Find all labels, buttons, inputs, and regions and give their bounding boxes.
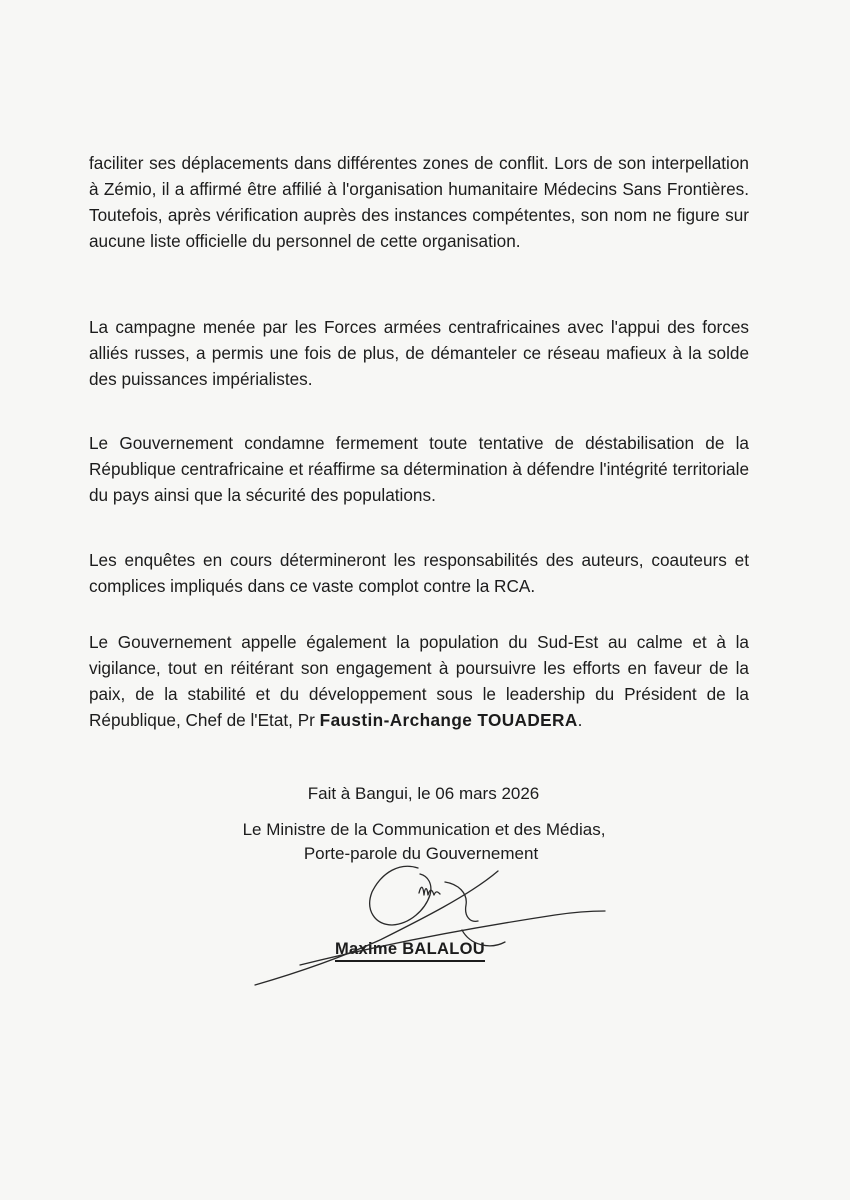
paragraph-suffix: . [577, 710, 583, 730]
signatory-title [0, 818, 850, 866]
paragraph-text: La campagne menée par les Forces armées centrafricaines avec l'appui des forces alliés russes, a permis une fois de plus, de démanteler ce réseau mafieux à la solde des puissances impérialistes. [89, 317, 749, 389]
paragraph-text: Le Gouvernement condamne fermement toute tentative de déstabilisation de la République centrafricaine et réaffirme sa détermination à défendre l'intégrité territoriale du pays ainsi que la sécurité des populations. [89, 433, 749, 505]
signatory-title-line2: Porte-parole du Gouvernement [303, 844, 539, 863]
signer-name: Maxime BALALOU [335, 940, 485, 962]
paragraph-campaign [89, 314, 749, 392]
paragraph-investigations [89, 547, 749, 599]
paragraph-text: Le Gouvernement appelle également la population du Sud-Est au calme et à la vigilance, tout en réitérant son engagement à poursuivre les efforts en faveur de la paix, de la stabilité et du développement sous le leadership du Président de la République, Chef de l'Etat, Pr [89, 632, 749, 730]
signatory-title-line1: Le Ministre de la Communication et des Médias, [242, 820, 606, 839]
place-date [0, 782, 850, 806]
paragraph-identity-verification [89, 150, 749, 254]
paragraph-appeal [89, 629, 749, 733]
president-name: Faustin-Archange TOUADERA [319, 710, 578, 730]
paragraph-condemnation [89, 430, 749, 508]
paragraph-text: Les enquêtes en cours détermineront les responsabilités des auteurs, coauteurs et complices impliqués dans ce vaste complot contre la RCA. [89, 550, 749, 596]
paragraph-text: faciliter ses déplacements dans différentes zones de conflit. Lors de son interpellation à Zémio, il a affirmé être affilié à l'organisation humanitaire Médecins Sans Frontières. Toutefois, après vérification auprès des instances compétentes, son nom ne figure sur aucune liste officielle du personnel de cette organisation. [89, 153, 749, 251]
place-date-text: Fait à Bangui, le 06 mars 2026 [307, 784, 540, 803]
